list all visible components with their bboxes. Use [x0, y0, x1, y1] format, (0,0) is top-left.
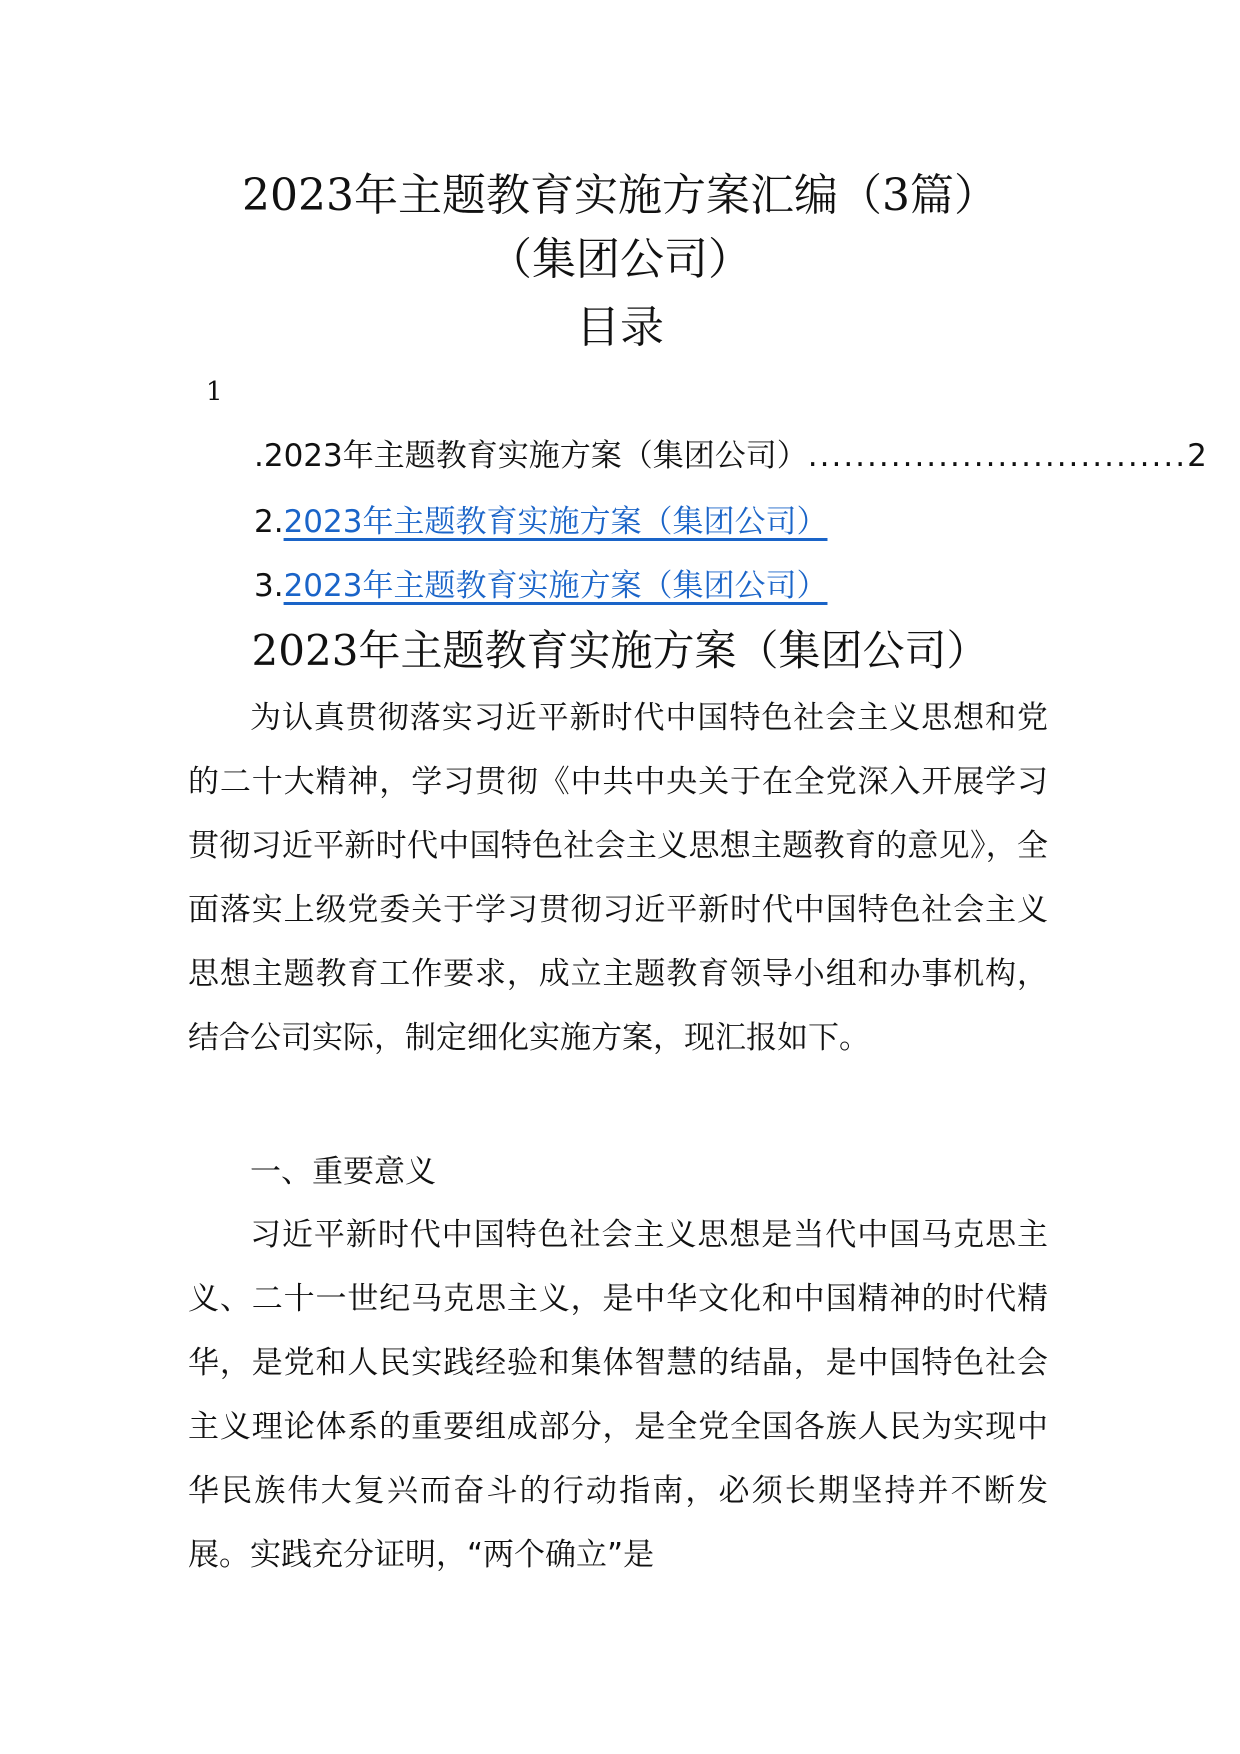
toc-entry-2-prefix: 2.: [254, 504, 284, 540]
section-heading-block: [188, 1140, 1048, 1204]
document-subtitle: （集团公司）: [488, 234, 752, 285]
toc-entry-1[interactable]: [254, 436, 1207, 476]
title-main-text: 年主题教育实施方案汇编（: [353, 170, 882, 221]
toc-entry-1-leader: ................................: [807, 438, 1188, 474]
title-year: 2023: [242, 170, 354, 221]
intro-paragraph-block: [188, 686, 1048, 1070]
significance-paragraph-block: [188, 1203, 1048, 1587]
toc-entry-3-link[interactable]: 2023年主题教育实施方案（集团公司）: [283, 568, 828, 604]
toc-entry-1-page: 2: [1187, 438, 1207, 474]
toc-entry-3-prefix: 3.: [254, 568, 284, 604]
toc-marker: 1: [206, 377, 223, 407]
title-end-text: 篇）: [909, 170, 998, 221]
intro-paragraph: 为认真贯彻落实习近平新时代中国特色社会主义思想和党的二十大精神，学习贯彻《中共中央关于在全党深入开展学习贯彻习近平新时代中国特色社会主义思想主题教育的意见》，全面落实上级党委关于学习贯彻习近平新时代中国特色社会主义思想主题教育工作要求，成立主题教育领导小组和办事机构，结合公司实际，制定细化实施方案，现汇报如下。: [188, 700, 1048, 1056]
section-heading-1: 一、重要意义: [250, 1154, 436, 1190]
title-count: 3: [881, 170, 910, 221]
section-title-text: 年主题教育实施方案（集团公司）: [358, 626, 989, 675]
toc-heading: 目录: [576, 302, 664, 353]
toc-entry-2-link[interactable]: 2023年主题教育实施方案（集团公司）: [283, 504, 828, 540]
section-title-year: 2023: [251, 626, 359, 675]
toc-entry-3: [254, 566, 827, 606]
section-title: [0, 624, 1240, 678]
document-title: [0, 168, 1240, 224]
toc-entry-1-text: 2023年主题教育实施方案（集团公司）: [263, 438, 808, 474]
significance-paragraph: 习近平新时代中国特色社会主义思想是当代中国马克思主义、二十一世纪马克思主义，是中华文化和中国精神的时代精华，是党和人民实践经验和集体智慧的结晶，是中国特色社会主义理论体系的重要组成部分，是全党全国各族人民为实现中华民族伟大复兴而奋斗的行动指南，必须长期坚持并不断发展。实践充分证明，“两个确立”是: [188, 1217, 1048, 1573]
toc-entry-2: [254, 502, 827, 542]
toc-entry-1-prefix: .: [254, 438, 264, 474]
